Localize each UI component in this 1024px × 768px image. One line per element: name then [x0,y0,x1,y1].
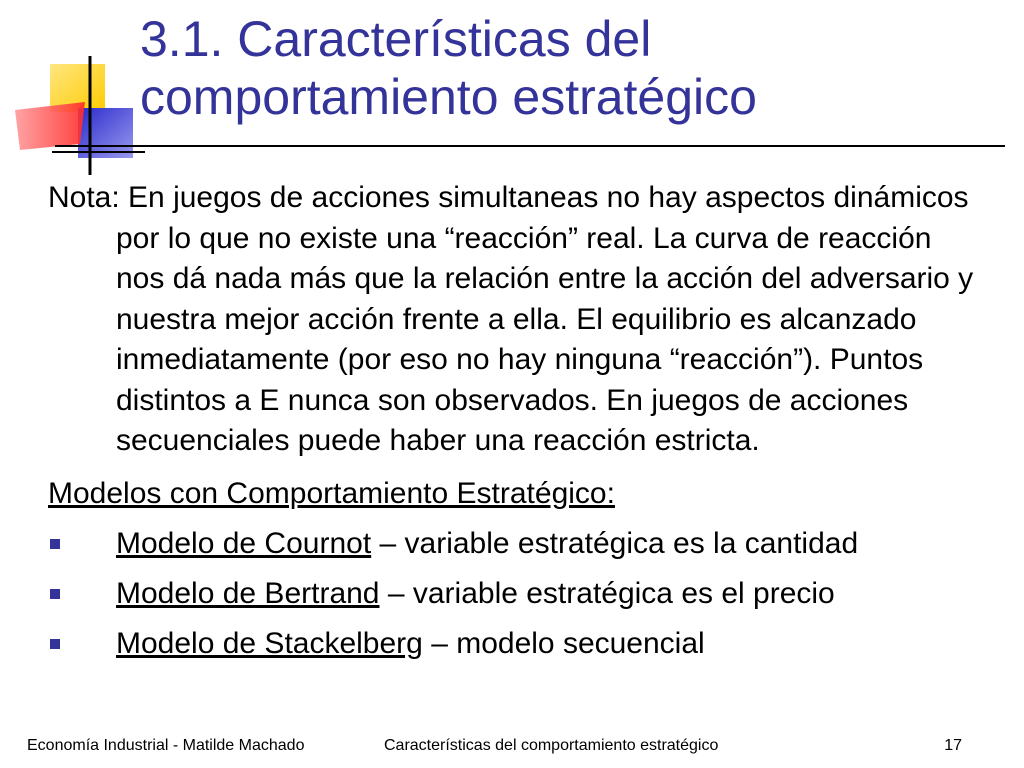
slide-footer [0,736,1024,756]
list-item [48,574,988,615]
models-list [48,524,988,665]
stackelberg-model-description: – modelo secuencial [422,627,705,660]
title-divider [55,145,1005,147]
bertrand-model-description: – variable estratégica es el precio [379,577,835,610]
page-number: 17 [944,737,962,754]
note-paragraph: Nota: En juegos de acciones simultaneas no hay aspectos dinámicos por lo que no existe una “reacción” real. La curva de reacción nos dá nada más que la relación entre la acción del adversario y nuestra mejor acción frente a ella. El equilibrio es alcanzado inmediatamente (por eso no hay ninguna “reacción”). Puntos distintos a E nunca son observados. En juegos de acciones secuenciales puede haber una reacción estricta. [48,181,974,457]
square-bullet-icon [50,589,60,599]
stackelberg-model-link[interactable]: Modelo de Stackelberg [116,627,423,660]
footer-section-title: Características del comportamiento estratégico [384,737,719,754]
cournot-model-description: – variable estratégica es la cantidad [371,527,859,560]
slide-title: 3.1. Características del comportamiento estratégico [140,11,757,125]
models-heading: Modelos con Comportamiento Estratégico: [48,476,615,510]
square-bullet-icon [50,539,60,549]
list-item [48,624,988,665]
slide-body [48,178,988,674]
square-bullet-icon [50,639,60,649]
bertrand-model-link[interactable]: Modelo de Bertrand [116,577,380,610]
cournot-model-link[interactable]: Modelo de Cournot [116,527,372,560]
list-item [48,524,988,565]
footer-course-author: Economía Industrial - Matilde Machado [27,737,305,754]
slide-decoration-logo [10,52,145,177]
